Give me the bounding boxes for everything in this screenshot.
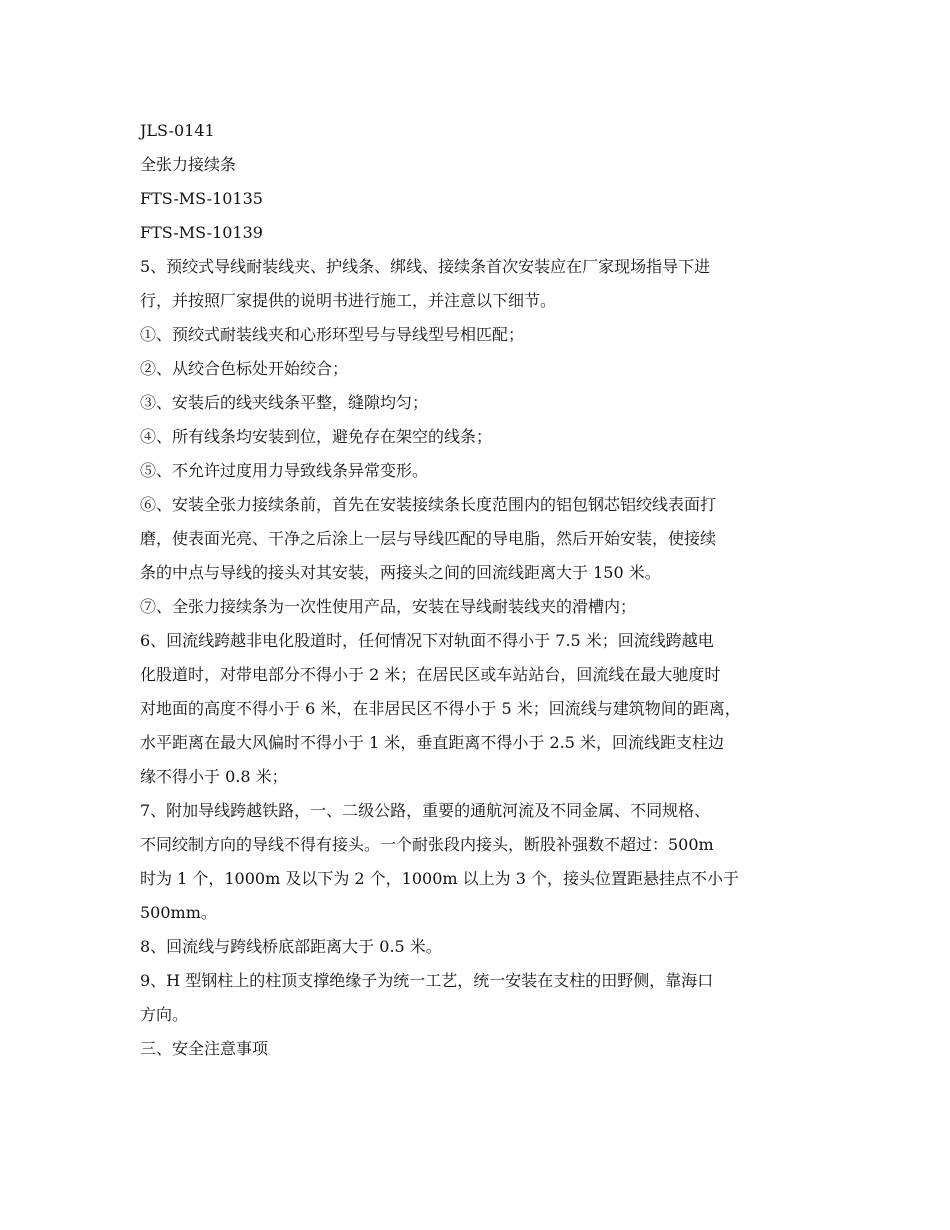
section-heading-safety: 三、安全注意事项 xyxy=(140,1039,269,1058)
text-line-item-6: 6、回流线跨越非电化股道时，任何情况下对轨面不得小于 7.5 米；回流线跨越电 xyxy=(140,631,714,650)
text-line-item-6-cont-2: 对地面的高度不得小于 6 米，在非居民区不得小于 5 米；回流线与建筑物间的距离， xyxy=(140,699,741,718)
text-line-code-fts-10135: FTS-MS-10135 xyxy=(140,189,263,208)
text-line-sub-6-cont-1: 磨，使表面光亮、干净之后涂上一层与导线匹配的导电脂，然后开始安装，使接续 xyxy=(140,529,717,548)
text-line-item-7-cont-1: 不同绞制方向的导线不得有接头。一个耐张段内接头，断股补强数不超过：500m xyxy=(140,835,714,854)
text-line-sub-4: ④、所有线条均安装到位，避免存在架空的线条； xyxy=(140,427,493,446)
text-line-item-5-cont: 行，并按照厂家提供的说明书进行施工，并注意以下细节。 xyxy=(140,291,557,310)
text-line-item-7-cont-3: 500mm。 xyxy=(140,903,217,922)
text-line-item-8: 8、回流线与跨线桥底部距离大于 0.5 米。 xyxy=(140,937,442,956)
text-line-sub-2: ②、从绞合色标处开始绞合； xyxy=(140,359,349,378)
text-line-item-6-cont-4: 缘不得小于 0.8 米； xyxy=(140,767,288,786)
text-line-sub-7: ⑦、全张力接续条为一次性使用产品，安装在导线耐装线夹的滑槽内； xyxy=(140,597,637,616)
text-line-code-fts-10139: FTS-MS-10139 xyxy=(140,223,263,242)
text-line-full-tension-splice: 全张力接续条 xyxy=(140,155,237,174)
text-line-sub-1: ①、预绞式耐装线夹和心形环型号与导线型号相匹配； xyxy=(140,325,525,344)
text-line-item-9: 9、H 型钢柱上的柱顶支撑绝缘子为统一工艺，统一安装在支柱的田野侧，靠海口 xyxy=(140,971,714,990)
text-line-code-jls: JLS-0141 xyxy=(140,121,215,140)
text-line-sub-6: ⑥、安装全张力接续条前，首先在安装接续条长度范围内的铝包钢芯铝绞线表面打 xyxy=(140,495,717,514)
text-line-item-7: 7、附加导线跨越铁路，一、二级公路，重要的通航河流及不同金属、不同规格、 xyxy=(140,801,711,820)
text-line-sub-5: ⑤、不允许过度用力导致线条异常变形。 xyxy=(140,461,429,480)
text-line-item-7-cont-2: 时为 1 个，1000m 及以下为 2 个，1000m 以上为 3 个，接头位置距悬挂点不小于 xyxy=(140,869,740,888)
text-line-sub-3: ③、安装后的线夹线条平整，缝隙均匀； xyxy=(140,393,429,412)
text-line-sub-6-cont-2: 条的中点与导线的接头对其安装，两接头之间的回流线距离大于 150 米。 xyxy=(140,563,661,582)
text-line-item-6-cont-3: 水平距离在最大风偏时不得小于 1 米，垂直距离不得小于 2.5 米，回流线距支柱边 xyxy=(140,733,724,752)
text-line-item-6-cont-1: 化股道时，对带电部分不得小于 2 米；在居民区或车站站台，回流线在最大驰度时 xyxy=(140,665,721,684)
text-line-item-9-cont: 方向。 xyxy=(140,1005,189,1024)
text-line-item-5: 5、预绞式导线耐装线夹、护线条、绑线、接续条首次安装应在厂家现场指导下进 xyxy=(140,257,711,276)
document-body xyxy=(140,114,820,1066)
